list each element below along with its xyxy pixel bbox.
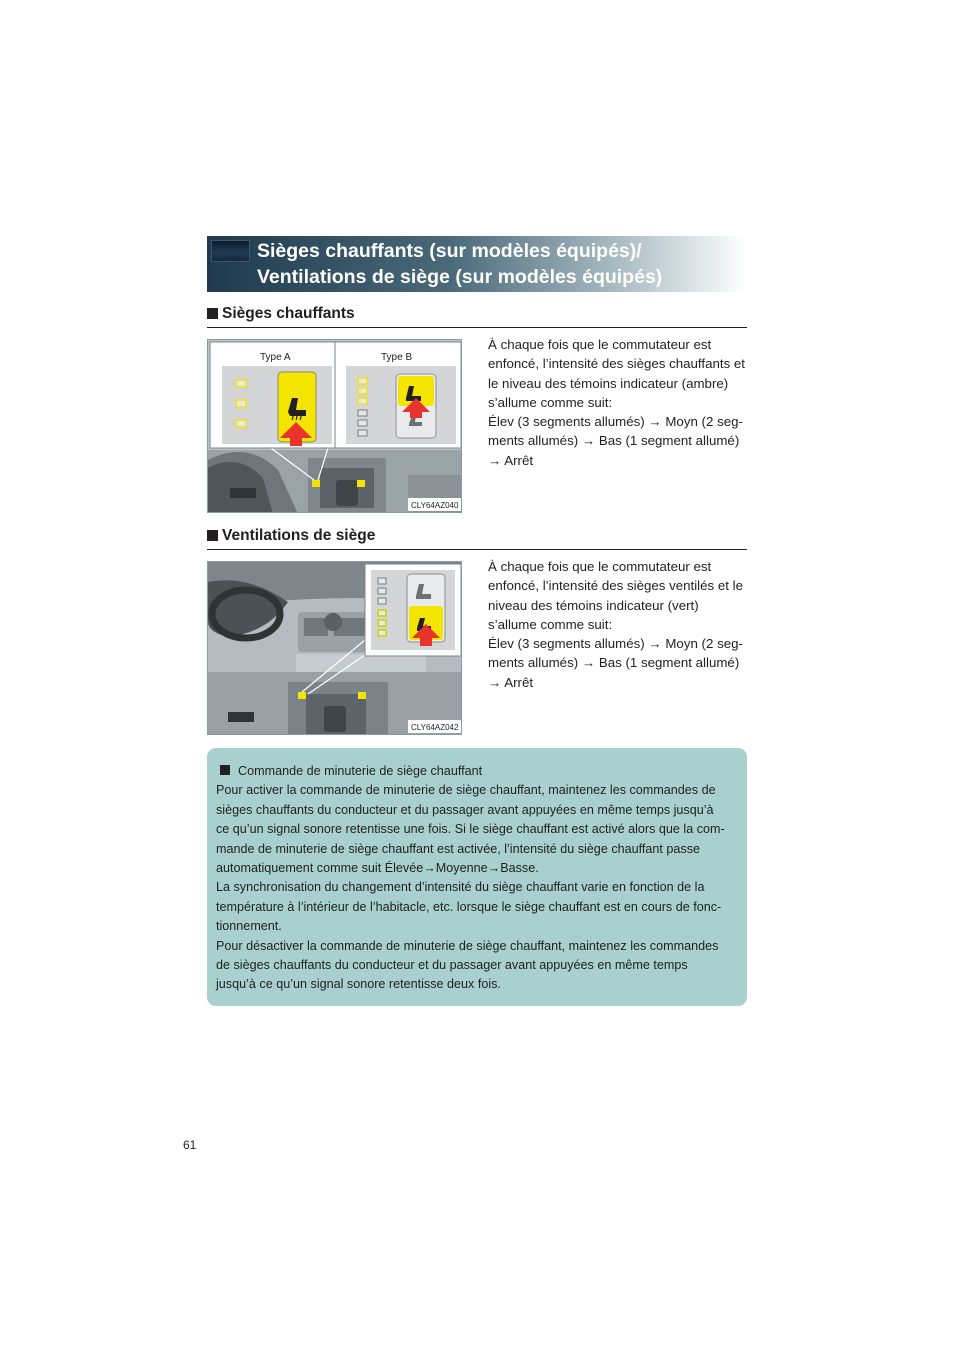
figure-label-type-a: Type A [260,352,291,363]
figure-code-1: CLY64AZ040 [411,501,459,510]
desc-line: → Arrêt [488,452,534,468]
desc-line: niveau des témoins indicateur (vert) [488,597,699,613]
section-heading-heated-seats [207,304,747,328]
page-number: 61 [183,1138,197,1152]
page-title-line-1: Sièges chauffants (sur modèles équipés)/ [257,240,642,262]
desc-line: s’allume comme suit: [488,616,613,632]
note-line: jusqu’à ce qu’un signal sonore retentisse deux fois. [216,977,501,992]
note-line: ce qu’un signal sonore retentisse une fois. Si le siège chauffant est activé alors que la com- [216,822,725,837]
scene-right-button [357,480,365,487]
figure-label-type-b: Type B [381,352,413,363]
title-thumbnail [211,240,250,262]
section-heading-seat-ventilation [207,526,747,550]
page-title [257,238,737,290]
desc-line: enfoncé, l’intensité des sièges ventilés et le [488,578,744,594]
scene-vent-right-button [358,692,366,699]
section-heading-text: Ventilations de siège [222,527,376,544]
seat-ventilation-figure [207,561,462,735]
desc-line: enfoncé, l’intensité des sièges chauffants et [488,356,745,372]
desc-line: À chaque fois que le commutateur est [488,337,712,352]
note-line: automatiquement comme suit Élevée→Moyenne→Basse. [216,861,539,876]
note-line: mande de minuterie de siège chauffant est activée, l’intensité du siège chauffant passe [216,841,701,856]
section-heading-text: Sièges chauffants [222,305,355,322]
note-line: sièges chauffants du conducteur et du passager avant appuyées en même temps jusqu’à [216,802,714,817]
square-bullet-icon [207,530,218,541]
note-line: Pour désactiver la commande de minuterie de siège chauffant, maintenez les commandes [216,938,719,953]
desc-line: À chaque fois que le commutateur est [488,559,712,574]
scene-vent-left-button [298,692,306,699]
note-line: La synchronisation du changement d’intensité du siège chauffant varie en fonction de la [216,880,705,895]
desc-line: → Arrêt [488,674,534,690]
note-heading-text: Commande de minuterie de siège chauffant [238,764,483,778]
desc-line: s’allume comme suit: [488,394,613,410]
note-line: température à l’intérieur de l’habitacle, etc. lorsque le siège chauffant est en cours de fonc- [216,899,722,914]
scene-left-button [312,480,320,487]
page-title-line-2: Ventilations de siège (sur modèles équipés) [257,266,663,288]
timer-note-box [207,748,747,1006]
desc-line: Élev (3 segments allumés) → Moyn (2 seg- [488,414,743,430]
heated-seat-figure [207,339,462,513]
note-line: de sièges chauffants du conducteur et du passager avant appuyées en même temps [216,958,688,973]
square-bullet-icon [207,308,218,319]
note-heading [216,762,738,781]
note-line: Pour activer la commande de minuterie de siège chauffant, maintenez les commandes de [216,783,716,798]
figure-code-2: CLY64AZ042 [411,723,459,732]
desc-line: Élev (3 segments allumés) → Moyn (2 seg- [488,636,743,652]
seat-ventilation-description [488,557,746,692]
note-line: tionnement. [216,919,282,934]
desc-line: le niveau des témoins indicateur (ambre) [488,375,729,391]
desc-line: ments allumés) → Bas (1 segment allumé) [488,655,740,671]
square-bullet-icon [220,765,230,775]
heated-seat-description [488,335,746,470]
desc-line: ments allumés) → Bas (1 segment allumé) [488,433,740,449]
